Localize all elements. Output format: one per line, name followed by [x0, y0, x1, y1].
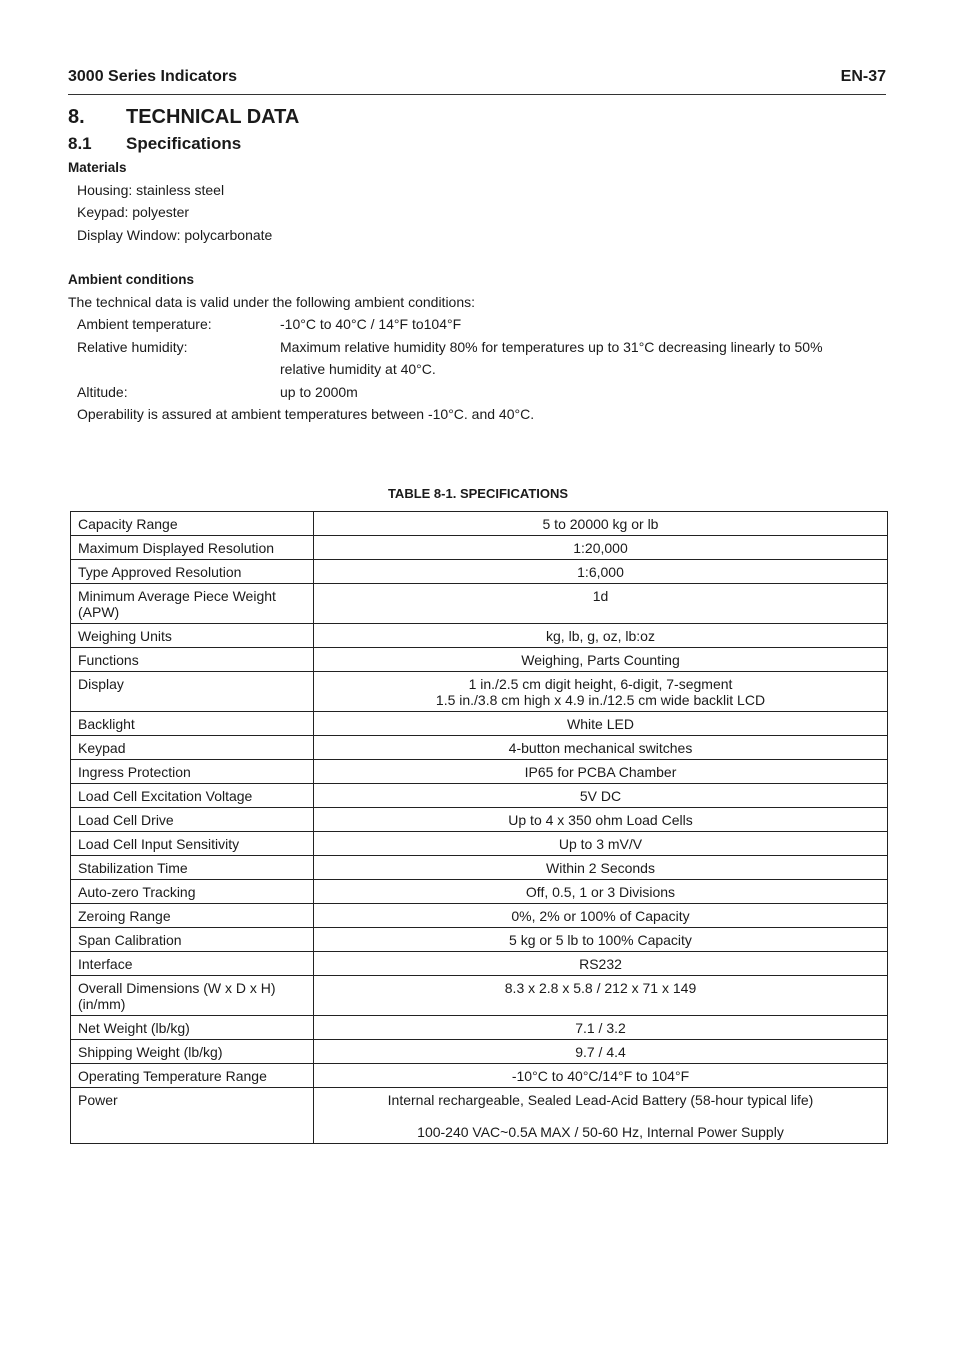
materials-item: Display Window: polycarbonate: [77, 227, 273, 243]
table-row: [71, 808, 888, 832]
table-row: [71, 1088, 888, 1144]
table-row: [71, 976, 888, 1016]
spec-value: RS232: [579, 956, 622, 972]
spec-label: Backlight: [71, 712, 314, 736]
table-row: [71, 648, 888, 672]
spec-value-cell: [314, 856, 888, 880]
spec-value: 8.3 x 2.8 x 5.8 / 212 x 71 x 149: [504, 980, 697, 996]
spec-label: Operating Temperature Range: [71, 1064, 314, 1088]
table-row: [71, 832, 888, 856]
section-heading: [68, 106, 299, 129]
relative-humidity-value: Maximum relative humidity 80% for temperatures up to 31°C decreasing linearly to 50% relative humidity at 40°C.: [280, 339, 823, 377]
spec-value-cell: [314, 536, 888, 560]
spec-value-cell: [314, 808, 888, 832]
spec-value: Off, 0.5, 1 or 3 Divisions: [525, 884, 676, 900]
table-row: [71, 512, 888, 536]
spec-value-cell: [314, 672, 888, 712]
table-row: [71, 1016, 888, 1040]
table-row: [71, 736, 888, 760]
section-number: 8.: [68, 106, 85, 128]
spec-value: 1d: [592, 588, 609, 604]
spec-value: Weighing, Parts Counting: [521, 652, 680, 668]
ambient-temperature-value: -10°C to 40°C / 14°F to104°F: [280, 316, 462, 332]
table-row: [71, 784, 888, 808]
table-row: [71, 712, 888, 736]
spec-label: Keypad: [71, 736, 314, 760]
spec-value-cell: [314, 1016, 888, 1040]
spec-label: Overall Dimensions (W x D x H) (in/mm): [71, 976, 314, 1016]
spec-value: Up to 3 mV/V: [558, 836, 643, 852]
spec-label: Shipping Weight (lb/kg): [71, 1040, 314, 1064]
spec-value: 1 in./2.5 cm digit height, 6-digit, 7-segment: [468, 676, 733, 692]
table-row: [71, 880, 888, 904]
spec-label: Load Cell Input Sensitivity: [71, 832, 314, 856]
table-row: [71, 560, 888, 584]
document-title: 3000 Series Indicators: [68, 68, 237, 85]
table-row: [71, 760, 888, 784]
spec-label: Load Cell Excitation Voltage: [71, 784, 314, 808]
spec-value: 9.7 / 4.4: [575, 1044, 626, 1060]
spec-label: Net Weight (lb/kg): [71, 1016, 314, 1040]
spec-value: Within 2 Seconds: [546, 860, 655, 876]
table-row: [71, 1040, 888, 1064]
table-row: [71, 624, 888, 648]
section-title: TECHNICAL DATA: [126, 106, 300, 128]
spec-label: Display: [71, 672, 314, 712]
spec-value-cell: [314, 880, 888, 904]
spec-value-cell: [314, 512, 888, 536]
subsection-heading: [68, 134, 241, 154]
spec-value-cell: [314, 760, 888, 784]
materials-item: Housing: stainless steel: [77, 182, 225, 198]
spec-label: Minimum Average Piece Weight (APW): [71, 584, 314, 624]
table-title: TABLE 8-1. SPECIFICATIONS: [387, 486, 569, 501]
spec-value-secondary: 100-240 VAC~0.5A MAX / 50-60 Hz, Internal Power Supply: [417, 1124, 784, 1140]
spec-value: IP65 for PCBA Chamber: [524, 764, 677, 780]
table-row: [71, 904, 888, 928]
specifications-table-body: [71, 512, 888, 1144]
table-row: [71, 536, 888, 560]
spec-value: kg, lb, g, oz, lb:oz: [546, 628, 655, 644]
spec-label: Weighing Units: [71, 624, 314, 648]
spec-value-cell: [314, 976, 888, 1016]
spec-value-cell: [314, 784, 888, 808]
spec-value: 7.1 / 3.2: [575, 1020, 626, 1036]
spec-value-cell: [314, 712, 888, 736]
spec-value-cell: [314, 1064, 888, 1088]
spec-value-cell: [314, 1040, 888, 1064]
spec-label: Interface: [71, 952, 314, 976]
spec-value-cell: [314, 584, 888, 624]
spec-value-cell: [314, 1088, 888, 1144]
ambient-intro: The technical data is valid under the following ambient conditions:: [68, 294, 476, 310]
spec-label: Load Cell Drive: [71, 808, 314, 832]
materials-item: Keypad: polyester: [77, 204, 190, 220]
spec-value-cell: [314, 736, 888, 760]
spec-value-cell: [314, 832, 888, 856]
spec-label: Maximum Displayed Resolution: [71, 536, 314, 560]
spec-value: 5 kg or 5 lb to 100% Capacity: [509, 932, 692, 948]
spec-value: 1:6,000: [577, 564, 624, 580]
spec-label: Auto-zero Tracking: [71, 880, 314, 904]
spec-value-cell: [314, 952, 888, 976]
page-number: EN-37: [840, 68, 886, 85]
spec-label: Stabilization Time: [71, 856, 314, 880]
spec-value: -10°C to 40°C/14°F to 104°F: [511, 1068, 690, 1084]
ambient-temperature-label: Ambient temperature:: [77, 316, 212, 332]
table-row: [71, 928, 888, 952]
spec-value: 5 to 20000 kg or lb: [542, 516, 659, 532]
materials-heading: Materials: [68, 160, 127, 175]
table-row: [71, 856, 888, 880]
table-row: [71, 584, 888, 624]
spec-label: Span Calibration: [71, 928, 314, 952]
spec-label: Zeroing Range: [71, 904, 314, 928]
spec-value-secondary: 1.5 in./3.8 cm high x 4.9 in./12.5 cm wide backlit LCD: [435, 692, 766, 708]
spec-value: 5V DC: [579, 788, 622, 804]
ambient-heading: Ambient conditions: [68, 272, 194, 287]
spec-label: Functions: [71, 648, 314, 672]
spec-value-cell: [314, 624, 888, 648]
table-row: [71, 672, 888, 712]
altitude-label: Altitude:: [77, 384, 128, 400]
specifications-table: [70, 511, 888, 1144]
spec-value-cell: [314, 904, 888, 928]
spec-label: Capacity Range: [71, 512, 314, 536]
relative-humidity-label: Relative humidity:: [77, 339, 188, 355]
spec-value: White LED: [567, 716, 634, 732]
page-header: [68, 66, 886, 95]
spec-value: Up to 4 x 350 ohm Load Cells: [508, 812, 693, 828]
operability-note: Operability is assured at ambient temperatures between -10°C. and 40°C.: [77, 406, 535, 422]
spec-value-cell: [314, 648, 888, 672]
spec-value-cell: [314, 928, 888, 952]
spec-value: 4-button mechanical switches: [508, 740, 693, 756]
spec-value-cell: [314, 560, 888, 584]
spec-value: 0%, 2% or 100% of Capacity: [511, 908, 690, 924]
spec-value: Internal rechargeable, Sealed Lead-Acid Battery (58-hour typical life): [387, 1092, 814, 1108]
spec-label: Power: [71, 1088, 314, 1144]
spec-label: Ingress Protection: [71, 760, 314, 784]
subsection-title: Specifications: [126, 134, 242, 153]
table-row: [71, 952, 888, 976]
spec-label: Type Approved Resolution: [71, 560, 314, 584]
table-row: [71, 1064, 888, 1088]
altitude-value: up to 2000m: [280, 384, 358, 400]
subsection-number: 8.1: [68, 134, 92, 153]
spec-value: 1:20,000: [573, 540, 628, 556]
